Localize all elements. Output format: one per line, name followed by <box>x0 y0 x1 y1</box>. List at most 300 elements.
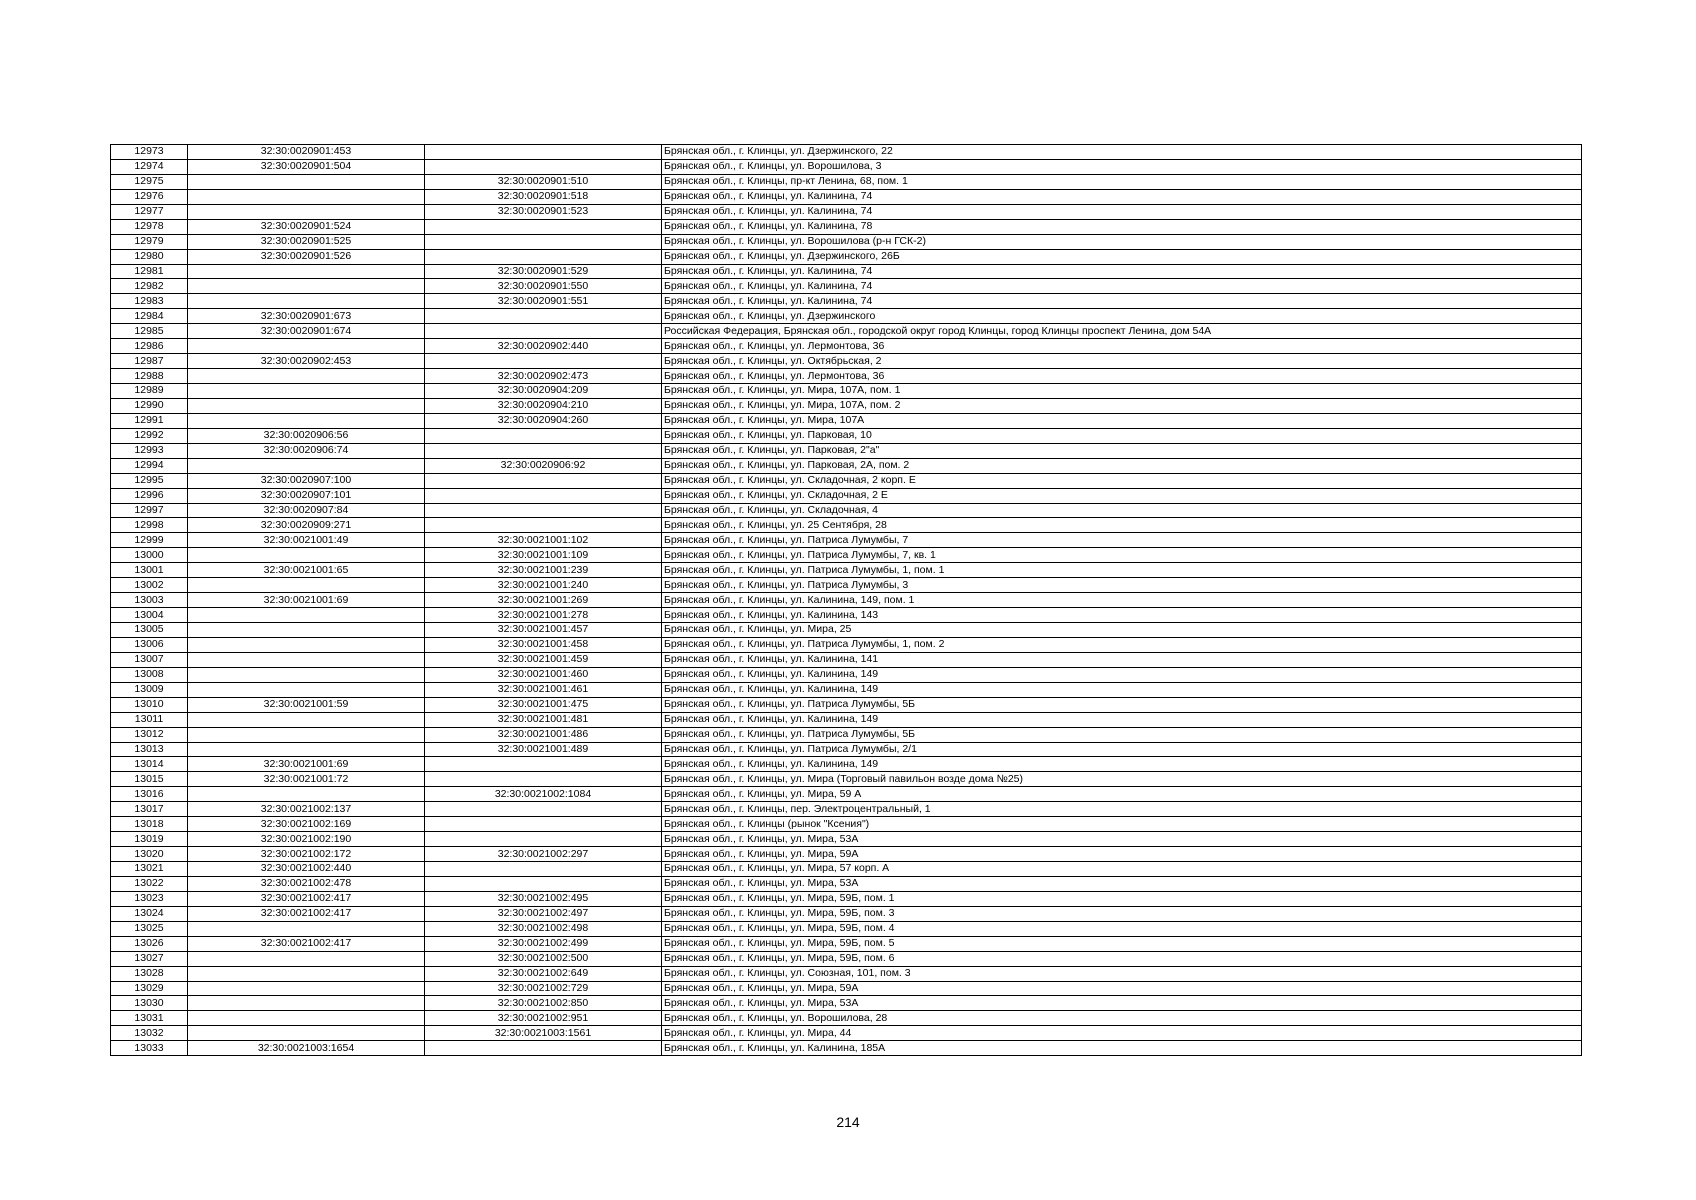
cadastral-number-a-cell <box>188 652 425 667</box>
table-row <box>111 891 1582 906</box>
row-number-cell: 13023 <box>111 891 188 906</box>
cadastral-number-a-cell <box>188 413 425 428</box>
cadastral-number-b-cell: 32:30:0021002:951 <box>425 1011 662 1026</box>
address-cell: Брянская обл., г. Клинцы, ул. Парковая, 10 <box>662 428 1582 443</box>
table-row <box>111 145 1582 160</box>
row-number-cell: 13007 <box>111 652 188 667</box>
row-number-cell: 12977 <box>111 204 188 219</box>
address-cell: Брянская обл., г. Клинцы, ул. Складочная, 2 Е <box>662 488 1582 503</box>
row-number-cell: 12975 <box>111 174 188 189</box>
row-number-cell: 13002 <box>111 578 188 593</box>
table-row <box>111 862 1582 877</box>
address-cell: Брянская обл., г. Клинцы, ул. Парковая, 2"а" <box>662 443 1582 458</box>
cadastral-number-b-cell: 32:30:0021001:278 <box>425 608 662 623</box>
cadastral-number-b-cell: 32:30:0021001:240 <box>425 578 662 593</box>
address-cell: Брянская обл., г. Клинцы, ул. Мира, 59А <box>662 981 1582 996</box>
cadastral-number-a-cell <box>188 921 425 936</box>
row-number-cell: 13009 <box>111 682 188 697</box>
cadastral-number-a-cell <box>188 727 425 742</box>
cadastral-number-b-cell <box>425 757 662 772</box>
row-number-cell: 12981 <box>111 264 188 279</box>
cadastral-number-b-cell: 32:30:0021002:497 <box>425 906 662 921</box>
address-cell: Брянская обл., г. Клинцы, ул. Союзная, 101, пом. 3 <box>662 966 1582 981</box>
row-number-cell: 13019 <box>111 832 188 847</box>
table-row <box>111 951 1582 966</box>
cadastral-number-b-cell <box>425 145 662 160</box>
table-row <box>111 309 1582 324</box>
cadastral-number-b-cell: 32:30:0021001:102 <box>425 533 662 548</box>
cadastral-number-a-cell <box>188 966 425 981</box>
cadastral-number-a-cell: 32:30:0021002:478 <box>188 876 425 891</box>
table-row <box>111 159 1582 174</box>
cadastral-number-a-cell <box>188 264 425 279</box>
row-number-cell: 12995 <box>111 473 188 488</box>
cadastral-number-b-cell: 32:30:0021002:499 <box>425 936 662 951</box>
table-row <box>111 249 1582 264</box>
address-cell: Брянская обл., г. Клинцы, ул. Патриса Лумумбы, 5Б <box>662 727 1582 742</box>
cadastral-number-a-cell <box>188 996 425 1011</box>
cadastral-number-a-cell: 32:30:0020901:525 <box>188 234 425 249</box>
table-row <box>111 473 1582 488</box>
cadastral-number-b-cell: 32:30:0021002:649 <box>425 966 662 981</box>
cadastral-number-b-cell: 32:30:0021002:500 <box>425 951 662 966</box>
table-row <box>111 981 1582 996</box>
cadastral-number-a-cell <box>188 548 425 563</box>
address-cell: Брянская обл., г. Клинцы, ул. Патриса Лумумбы, 1, пом. 2 <box>662 637 1582 652</box>
table-row <box>111 279 1582 294</box>
row-number-cell: 13011 <box>111 712 188 727</box>
row-number-cell: 12989 <box>111 384 188 399</box>
row-number-cell: 12978 <box>111 219 188 234</box>
address-cell: Брянская обл., г. Клинцы, пр-кт Ленина, 68, пом. 1 <box>662 174 1582 189</box>
cadastral-number-b-cell <box>425 473 662 488</box>
cadastral-number-b-cell: 32:30:0020901:510 <box>425 174 662 189</box>
table-row <box>111 996 1582 1011</box>
cadastral-number-b-cell: 32:30:0020906:92 <box>425 458 662 473</box>
table-row <box>111 563 1582 578</box>
address-cell: Брянская обл., г. Клинцы, ул. Дзержинского, 26Б <box>662 249 1582 264</box>
cadastral-number-b-cell <box>425 876 662 891</box>
address-cell: Брянская обл., г. Клинцы, ул. Мира, 107А <box>662 413 1582 428</box>
row-number-cell: 12979 <box>111 234 188 249</box>
cadastral-number-a-cell: 32:30:0021002:172 <box>188 847 425 862</box>
address-cell: Брянская обл., г. Клинцы, ул. Патриса Лумумбы, 3 <box>662 578 1582 593</box>
cadastral-number-a-cell <box>188 712 425 727</box>
table-row <box>111 189 1582 204</box>
cadastral-number-b-cell: 32:30:0021001:109 <box>425 548 662 563</box>
table-row <box>111 264 1582 279</box>
cadastral-number-a-cell: 32:30:0020901:674 <box>188 324 425 339</box>
cadastral-number-a-cell <box>188 623 425 638</box>
table-row <box>111 876 1582 891</box>
cadastral-number-b-cell: 32:30:0020904:209 <box>425 384 662 399</box>
cadastral-number-a-cell <box>188 294 425 309</box>
row-number-cell: 13004 <box>111 608 188 623</box>
table-row <box>111 623 1582 638</box>
table-row <box>111 428 1582 443</box>
cadastral-number-b-cell <box>425 802 662 817</box>
table-row <box>111 578 1582 593</box>
address-cell: Брянская обл., г. Клинцы, ул. Калинина, 149 <box>662 682 1582 697</box>
table-row <box>111 398 1582 413</box>
row-number-cell: 13006 <box>111 637 188 652</box>
cadastral-number-a-cell <box>188 174 425 189</box>
table-row <box>111 802 1582 817</box>
cadastral-number-b-cell: 32:30:0021001:461 <box>425 682 662 697</box>
cadastral-number-a-cell: 32:30:0021001:59 <box>188 697 425 712</box>
cadastral-number-b-cell: 32:30:0021001:459 <box>425 652 662 667</box>
table-row <box>111 697 1582 712</box>
address-cell: Брянская обл., г. Клинцы, ул. Патриса Лумумбы, 1, пом. 1 <box>662 563 1582 578</box>
address-cell: Брянская обл., г. Клинцы, ул. Мира (Торговый павильон возде дома №25) <box>662 772 1582 787</box>
cadastral-number-a-cell: 32:30:0020906:56 <box>188 428 425 443</box>
address-cell: Брянская обл., г. Клинцы, ул. Калинина, 149 <box>662 712 1582 727</box>
table-row <box>111 772 1582 787</box>
table-row <box>111 1041 1582 1056</box>
cadastral-number-b-cell: 32:30:0021003:1561 <box>425 1026 662 1041</box>
cadastral-number-b-cell: 32:30:0021002:1084 <box>425 787 662 802</box>
cadastral-number-b-cell: 32:30:0021001:481 <box>425 712 662 727</box>
address-cell: Брянская обл., г. Клинцы, ул. Мира, 53А <box>662 876 1582 891</box>
row-number-cell: 13028 <box>111 966 188 981</box>
address-cell: Брянская обл., г. Клинцы, ул. Складочная, 2 корп. Е <box>662 473 1582 488</box>
cadastral-number-a-cell: 32:30:0020901:453 <box>188 145 425 160</box>
row-number-cell: 12998 <box>111 518 188 533</box>
cadastral-number-a-cell <box>188 637 425 652</box>
row-number-cell: 13005 <box>111 623 188 638</box>
address-cell: Брянская обл., г. Клинцы, ул. Калинина, 185А <box>662 1041 1582 1056</box>
address-cell: Брянская обл., г. Клинцы, ул. Мира, 59 А <box>662 787 1582 802</box>
cadastral-number-a-cell <box>188 578 425 593</box>
row-number-cell: 12973 <box>111 145 188 160</box>
cadastral-number-b-cell <box>425 1041 662 1056</box>
row-number-cell: 13024 <box>111 906 188 921</box>
table-row <box>111 533 1582 548</box>
cadastral-number-b-cell <box>425 428 662 443</box>
row-number-cell: 13026 <box>111 936 188 951</box>
cadastral-number-b-cell <box>425 832 662 847</box>
table-row <box>111 608 1582 623</box>
registry-table <box>110 144 1582 1056</box>
cadastral-number-a-cell <box>188 1011 425 1026</box>
cadastral-number-b-cell <box>425 324 662 339</box>
address-cell: Брянская обл., г. Клинцы, ул. Калинина, 149 <box>662 667 1582 682</box>
cadastral-number-b-cell <box>425 234 662 249</box>
cadastral-number-b-cell: 32:30:0020901:550 <box>425 279 662 294</box>
address-cell: Брянская обл., г. Клинцы, ул. Мира, 107А, пом. 2 <box>662 398 1582 413</box>
address-cell: Брянская обл., г. Клинцы, ул. Калинина, 149 <box>662 757 1582 772</box>
row-number-cell: 12976 <box>111 189 188 204</box>
cadastral-number-a-cell <box>188 384 425 399</box>
address-cell: Брянская обл., г. Клинцы, ул. Мира, 57 корп. А <box>662 862 1582 877</box>
cadastral-number-b-cell: 32:30:0020902:473 <box>425 369 662 384</box>
address-cell: Брянская обл., г. Клинцы, пер. Электроцентральный, 1 <box>662 802 1582 817</box>
cadastral-number-a-cell: 32:30:0021003:1654 <box>188 1041 425 1056</box>
row-number-cell: 12988 <box>111 369 188 384</box>
cadastral-number-b-cell <box>425 772 662 787</box>
row-number-cell: 12986 <box>111 339 188 354</box>
table-row <box>111 413 1582 428</box>
row-number-cell: 13008 <box>111 667 188 682</box>
row-number-cell: 12992 <box>111 428 188 443</box>
address-cell: Брянская обл., г. Клинцы, ул. Складочная, 4 <box>662 503 1582 518</box>
table-row <box>111 443 1582 458</box>
table-row <box>111 488 1582 503</box>
cadastral-number-a-cell: 32:30:0020909:271 <box>188 518 425 533</box>
row-number-cell: 13031 <box>111 1011 188 1026</box>
table-row <box>111 339 1582 354</box>
cadastral-number-a-cell <box>188 981 425 996</box>
row-number-cell: 13001 <box>111 563 188 578</box>
address-cell: Брянская обл., г. Клинцы, ул. Мира, 107А, пом. 1 <box>662 384 1582 399</box>
cadastral-number-a-cell: 32:30:0020901:673 <box>188 309 425 324</box>
cadastral-number-a-cell: 32:30:0021002:417 <box>188 936 425 951</box>
cadastral-number-b-cell: 32:30:0020904:210 <box>425 398 662 413</box>
address-cell: Брянская обл., г. Клинцы, ул. Калинина, 149, пом. 1 <box>662 593 1582 608</box>
table-row <box>111 817 1582 832</box>
cadastral-number-b-cell <box>425 354 662 369</box>
cadastral-number-a-cell: 32:30:0021002:440 <box>188 862 425 877</box>
row-number-cell: 12984 <box>111 309 188 324</box>
address-cell: Брянская обл., г. Клинцы, ул. Мира, 25 <box>662 623 1582 638</box>
cadastral-number-a-cell <box>188 369 425 384</box>
row-number-cell: 13025 <box>111 921 188 936</box>
row-number-cell: 13012 <box>111 727 188 742</box>
table-row <box>111 294 1582 309</box>
row-number-cell: 12990 <box>111 398 188 413</box>
row-number-cell: 13018 <box>111 817 188 832</box>
address-cell: Брянская обл., г. Клинцы, ул. Калинина, 141 <box>662 652 1582 667</box>
table-row <box>111 637 1582 652</box>
address-cell: Брянская обл., г. Клинцы, ул. Калинина, 74 <box>662 204 1582 219</box>
cadastral-number-a-cell: 32:30:0021002:169 <box>188 817 425 832</box>
row-number-cell: 12974 <box>111 159 188 174</box>
cadastral-number-a-cell: 32:30:0020906:74 <box>188 443 425 458</box>
registry-table-body <box>111 145 1582 1056</box>
cadastral-number-a-cell: 32:30:0021001:69 <box>188 757 425 772</box>
cadastral-number-a-cell: 32:30:0021001:65 <box>188 563 425 578</box>
cadastral-number-a-cell <box>188 279 425 294</box>
row-number-cell: 12980 <box>111 249 188 264</box>
address-cell: Брянская обл., г. Клинцы, ул. Калинина, 74 <box>662 189 1582 204</box>
cadastral-number-b-cell <box>425 503 662 518</box>
cadastral-number-a-cell <box>188 787 425 802</box>
address-cell: Брянская обл., г. Клинцы, ул. Калинина, 143 <box>662 608 1582 623</box>
table-row <box>111 727 1582 742</box>
row-number-cell: 13014 <box>111 757 188 772</box>
table-row <box>111 369 1582 384</box>
cadastral-number-b-cell <box>425 309 662 324</box>
row-number-cell: 13030 <box>111 996 188 1011</box>
address-cell: Брянская обл., г. Клинцы, ул. Калинина, 78 <box>662 219 1582 234</box>
cadastral-number-a-cell: 32:30:0021002:417 <box>188 891 425 906</box>
cadastral-number-b-cell: 32:30:0021001:457 <box>425 623 662 638</box>
table-row <box>111 966 1582 981</box>
cadastral-number-b-cell <box>425 518 662 533</box>
cadastral-number-b-cell: 32:30:0020901:529 <box>425 264 662 279</box>
table-row <box>111 234 1582 249</box>
cadastral-number-a-cell <box>188 204 425 219</box>
table-row <box>111 847 1582 862</box>
row-number-cell: 12983 <box>111 294 188 309</box>
table-row <box>111 682 1582 697</box>
cadastral-number-b-cell: 32:30:0020901:523 <box>425 204 662 219</box>
cadastral-number-b-cell <box>425 817 662 832</box>
address-cell: Брянская обл., г. Клинцы, ул. Парковая, 2А, пом. 2 <box>662 458 1582 473</box>
cadastral-number-b-cell <box>425 159 662 174</box>
cadastral-number-a-cell <box>188 742 425 757</box>
cadastral-number-a-cell: 32:30:0021001:49 <box>188 533 425 548</box>
row-number-cell: 13010 <box>111 697 188 712</box>
cadastral-number-b-cell: 32:30:0021001:489 <box>425 742 662 757</box>
cadastral-number-a-cell: 32:30:0020907:101 <box>188 488 425 503</box>
address-cell: Брянская обл., г. Клинцы, ул. Ворошилова (р-н ГСК-2) <box>662 234 1582 249</box>
cadastral-number-b-cell <box>425 443 662 458</box>
table-row <box>111 921 1582 936</box>
cadastral-number-a-cell: 32:30:0021002:190 <box>188 832 425 847</box>
row-number-cell: 12999 <box>111 533 188 548</box>
row-number-cell: 13017 <box>111 802 188 817</box>
table-row <box>111 219 1582 234</box>
row-number-cell: 12997 <box>111 503 188 518</box>
table-row <box>111 832 1582 847</box>
table-row <box>111 652 1582 667</box>
address-cell: Брянская обл., г. Клинцы, ул. Ворошилова, 3 <box>662 159 1582 174</box>
cadastral-number-a-cell <box>188 189 425 204</box>
table-row <box>111 174 1582 189</box>
cadastral-number-b-cell: 32:30:0021002:297 <box>425 847 662 862</box>
cadastral-number-a-cell: 32:30:0020901:526 <box>188 249 425 264</box>
address-cell: Брянская обл., г. Клинцы, ул. Калинина, 74 <box>662 279 1582 294</box>
row-number-cell: 13021 <box>111 862 188 877</box>
cadastral-number-b-cell: 32:30:0020904:260 <box>425 413 662 428</box>
address-cell: Брянская обл., г. Клинцы, ул. Калинина, 74 <box>662 294 1582 309</box>
table-row <box>111 593 1582 608</box>
cadastral-number-b-cell: 32:30:0020901:518 <box>425 189 662 204</box>
address-cell: Брянская обл., г. Клинцы, ул. Патриса Лумумбы, 7 <box>662 533 1582 548</box>
table-row <box>111 742 1582 757</box>
row-number-cell: 12993 <box>111 443 188 458</box>
row-number-cell: 12985 <box>111 324 188 339</box>
cadastral-number-b-cell: 32:30:0021001:475 <box>425 697 662 712</box>
cadastral-number-a-cell <box>188 1026 425 1041</box>
table-row <box>111 204 1582 219</box>
cadastral-number-a-cell: 32:30:0020901:524 <box>188 219 425 234</box>
table-row <box>111 458 1582 473</box>
address-cell: Брянская обл., г. Клинцы, ул. Лермонтова, 36 <box>662 339 1582 354</box>
address-cell: Брянская обл., г. Клинцы, ул. Мира, 59Б, пом. 3 <box>662 906 1582 921</box>
address-cell: Брянская обл., г. Клинцы, ул. Мира, 53А <box>662 996 1582 1011</box>
cadastral-number-a-cell: 32:30:0021001:69 <box>188 593 425 608</box>
cadastral-number-b-cell: 32:30:0021002:498 <box>425 921 662 936</box>
cadastral-number-b-cell: 32:30:0021001:269 <box>425 593 662 608</box>
table-row <box>111 384 1582 399</box>
cadastral-number-b-cell: 32:30:0020901:551 <box>425 294 662 309</box>
address-cell: Российская Федерация, Брянская обл., городской округ город Клинцы, город Клинцы проспект Ленина, дом 54А <box>662 324 1582 339</box>
table-row <box>111 1026 1582 1041</box>
cadastral-number-a-cell <box>188 398 425 413</box>
table-row <box>111 787 1582 802</box>
table-row <box>111 548 1582 563</box>
address-cell: Брянская обл., г. Клинцы, ул. Дзержинского <box>662 309 1582 324</box>
row-number-cell: 12987 <box>111 354 188 369</box>
address-cell: Брянская обл., г. Клинцы, ул. Лермонтова, 36 <box>662 369 1582 384</box>
row-number-cell: 13032 <box>111 1026 188 1041</box>
table-row <box>111 1011 1582 1026</box>
table-row <box>111 324 1582 339</box>
cadastral-number-b-cell <box>425 488 662 503</box>
table-row <box>111 518 1582 533</box>
cadastral-number-b-cell: 32:30:0021001:239 <box>425 563 662 578</box>
row-number-cell: 13022 <box>111 876 188 891</box>
row-number-cell: 13003 <box>111 593 188 608</box>
address-cell: Брянская обл., г. Клинцы, ул. Мира, 59А <box>662 847 1582 862</box>
row-number-cell: 12982 <box>111 279 188 294</box>
row-number-cell: 13033 <box>111 1041 188 1056</box>
cadastral-number-a-cell: 32:30:0021001:72 <box>188 772 425 787</box>
cadastral-number-b-cell: 32:30:0020902:440 <box>425 339 662 354</box>
address-cell: Брянская обл., г. Клинцы, ул. Дзержинского, 22 <box>662 145 1582 160</box>
cadastral-number-a-cell: 32:30:0021002:137 <box>188 802 425 817</box>
cadastral-number-b-cell: 32:30:0021001:486 <box>425 727 662 742</box>
row-number-cell: 12994 <box>111 458 188 473</box>
cadastral-number-a-cell <box>188 608 425 623</box>
cadastral-number-a-cell <box>188 458 425 473</box>
table-row <box>111 757 1582 772</box>
cadastral-number-a-cell: 32:30:0020907:84 <box>188 503 425 518</box>
cadastral-number-a-cell: 32:30:0020901:504 <box>188 159 425 174</box>
row-number-cell: 13015 <box>111 772 188 787</box>
cadastral-number-a-cell: 32:30:0021002:417 <box>188 906 425 921</box>
table-row <box>111 354 1582 369</box>
table-row <box>111 712 1582 727</box>
table-row <box>111 906 1582 921</box>
row-number-cell: 13029 <box>111 981 188 996</box>
cadastral-number-b-cell: 32:30:0021002:850 <box>425 996 662 1011</box>
address-cell: Брянская обл., г. Клинцы, ул. Мира, 44 <box>662 1026 1582 1041</box>
table-row <box>111 936 1582 951</box>
page-number: 214 <box>836 1114 860 1130</box>
address-cell: Брянская обл., г. Клинцы, ул. Мира, 53А <box>662 832 1582 847</box>
cadastral-number-b-cell: 32:30:0021001:460 <box>425 667 662 682</box>
address-cell: Брянская обл., г. Клинцы, ул. Мира, 59Б, пом. 6 <box>662 951 1582 966</box>
address-cell: Брянская обл., г. Клинцы, ул. Ворошилова, 28 <box>662 1011 1582 1026</box>
address-cell: Брянская обл., г. Клинцы, ул. Мира, 59Б, пом. 4 <box>662 921 1582 936</box>
cadastral-number-b-cell: 32:30:0021002:729 <box>425 981 662 996</box>
table-row <box>111 503 1582 518</box>
row-number-cell: 13027 <box>111 951 188 966</box>
address-cell: Брянская обл., г. Клинцы, ул. Патриса Лумумбы, 2/1 <box>662 742 1582 757</box>
address-cell: Брянская обл., г. Клинцы, ул. Октябрьская, 2 <box>662 354 1582 369</box>
row-number-cell: 13020 <box>111 847 188 862</box>
address-cell: Брянская обл., г. Клинцы, ул. Мира, 59Б, пом. 5 <box>662 936 1582 951</box>
cadastral-number-a-cell <box>188 667 425 682</box>
row-number-cell: 12996 <box>111 488 188 503</box>
cadastral-number-a-cell <box>188 682 425 697</box>
table-row <box>111 667 1582 682</box>
row-number-cell: 13013 <box>111 742 188 757</box>
cadastral-number-b-cell <box>425 219 662 234</box>
cadastral-number-b-cell <box>425 862 662 877</box>
cadastral-number-b-cell: 32:30:0021002:495 <box>425 891 662 906</box>
address-cell: Брянская обл., г. Клинцы, ул. Патриса Лумумбы, 5Б <box>662 697 1582 712</box>
cadastral-number-a-cell <box>188 951 425 966</box>
row-number-cell: 12991 <box>111 413 188 428</box>
address-cell: Брянская обл., г. Клинцы, ул. Мира, 59Б, пом. 1 <box>662 891 1582 906</box>
cadastral-number-a-cell <box>188 339 425 354</box>
row-number-cell: 13016 <box>111 787 188 802</box>
row-number-cell: 13000 <box>111 548 188 563</box>
